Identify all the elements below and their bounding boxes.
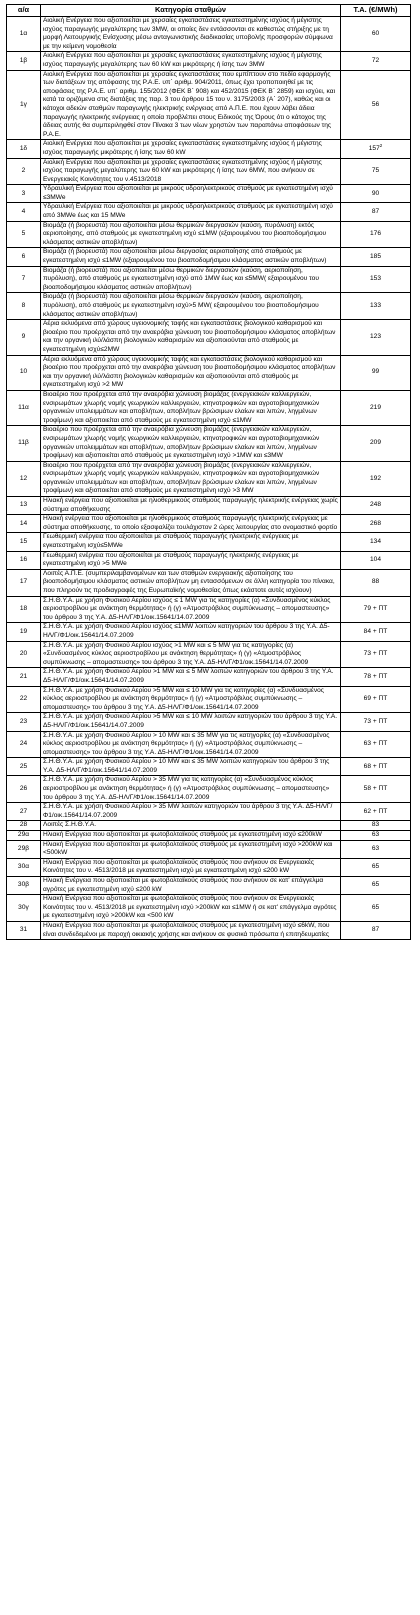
row-price: [341, 858, 411, 876]
row-price-value: 56: [371, 100, 380, 108]
table-row: [7, 686, 411, 713]
table-row: [7, 497, 411, 515]
row-category: Βιοαέριο που προέρχεται από την αναερόβια χώνευση βιομάζας (ενεργειακών καλλιεργειών, ενσιρωμάτων χλωρής νομής γεωργικών καλλιεργειών, κτηνοτροφικών και αγροτοβιομηχανικών οργανικών υπολειμμάτων και αποβλήτων, αποβλήτων βρώσιμων ελαίων και λιπών, ληγμένων τροφίμων) και αξιοποιείται από σταθμούς με εγκατεστημένη ισχύ >1MW και ≤3MW: [41, 426, 341, 461]
table-row: [7, 140, 411, 158]
table-row: [7, 426, 411, 461]
row-category: Σ.Η.Θ.Υ.Α. με χρήση Φυσικού Αερίου > 35 MW λοιπών κατηγοριών του άρθρου 3 της Υ.Α. Δ5-ΗΛ/Γ/Φ1/οικ.15641/14.07.2009: [41, 803, 341, 821]
row-price-value: 153: [369, 275, 381, 283]
row-number: 8: [7, 293, 41, 320]
row-price-value: 63: [371, 844, 380, 852]
row-price-value: 123: [369, 333, 381, 341]
row-category: Βιομάζα (ή βιορευστά) που αξιοποιείται μέσω θερμικών διεργασιών (καύση, αεριοποίηση, πυρόλυση), από σταθμούς με εγκατεστημένη ισχύ από 1MW έως και ≤5MW( εξαιρουμένου του βιοαποδομήσιμου κλάσματος αστικών αποβλήτων): [41, 266, 341, 293]
row-price: [341, 758, 411, 776]
table-row: [7, 776, 411, 803]
row-number: 2: [7, 158, 41, 185]
table-row: [7, 731, 411, 758]
row-price: [341, 776, 411, 803]
table-row: [7, 390, 411, 425]
row-price-value: 73 + ΠΤ: [363, 717, 388, 725]
row-price: [341, 533, 411, 551]
row-price: [341, 713, 411, 731]
row-category: Ηλιακή ενέργεια που αξιοποιείται με ηλιοθερμικούς σταθμούς παραγωγής ηλεκτρικής ενέργειας χωρίς σύστημα αποθήκευσης: [41, 497, 341, 515]
row-number: 1δ: [7, 140, 41, 158]
row-category: Σ.Η.Θ.Υ.Α. με χρήση Φυσικού Αερίου > 10 MW και ≤ 35 MW λοιπών κατηγοριών του άρθρου 3 της Υ.Α. Δ5-ΗΛ/Γ/Φ1/οικ.15641/14.07.2009: [41, 758, 341, 776]
row-price: [341, 831, 411, 841]
row-category: Βιομάζα (ή βιορευστά) που αξιοποιείται μέσω θερμικών διεργασιών (καύση, αεριοποίηση, πυρόλυση), από σταθμούς με εγκατεστημένη ισχύ>5 MW( εξαιρουμένου του βιοαποδομήσιμου κλάσματος αστικών αποβλήτων): [41, 293, 341, 320]
row-category: Γεωθερμική ενέργεια που αξιοποιείται με σταθμούς παραγωγής ηλεκτρικής ενέργειας με εγκατεστημένη ισχύ≤5MWe: [41, 533, 341, 551]
table-row: [7, 641, 411, 668]
table-row: [7, 921, 411, 939]
row-price: [341, 641, 411, 668]
row-price-value: 87: [371, 926, 380, 934]
row-number: 25: [7, 758, 41, 776]
row-price-value: 69 + ΠΤ: [363, 695, 388, 703]
header-aa: α/α: [7, 5, 41, 17]
table-row: [7, 623, 411, 641]
row-number: 16: [7, 551, 41, 569]
row-category: Βιοαέριο που προέρχεται από την αναερόβια χώνευση βιομάζας (ενεργειακών καλλιεργειών, ενσιρωμάτων χλωρής νομής γεωργικών καλλιεργειών, κτηνοτροφικών και αγροτοβιομηχανικών οργανικών υπολειμμάτων και αποβλήτων, αποβλήτων βρώσιμων ελαίων και λιπών, ληγμένων τροφίμων) και αξιοποιείται από σταθμούς με εγκατεστημένη ισχύ ≤1MW: [41, 390, 341, 425]
row-price-value: 72: [371, 56, 380, 64]
row-category: Αιολική Ενέργεια που αξιοποιείται με χερσαίες εγκαταστάσεις εγκατεστημένης ισχύος ή μέγιστης ισχύος παραγωγής μεγαλύτερης των 60 kW και μικρότερης ή ίσης των 3MW: [41, 52, 341, 70]
row-price: [341, 185, 411, 203]
row-number: 7: [7, 266, 41, 293]
row-price: [341, 686, 411, 713]
row-price-value: 209: [369, 439, 381, 447]
row-price: [341, 668, 411, 686]
table-row: [7, 840, 411, 858]
row-price-value: 62 + ΠΤ: [363, 807, 388, 815]
row-category: Αιολική Ενέργεια που αξιοποιείται με χερσαίες εγκαταστάσεις εγκατεστημένης ισχύος ή μέγιστης ισχύος παραγωγής μεγαλύτερης των 3MW, οι οποίες δεν εντάσσονται σε καθεστώς στήριξης με τη μορφή Λειτουργικής Ενίσχυσης μέσω ανταγωνιστικής διαδικασίας υποβολής προσφορών σύμφωνα με την κείμενη νομοθεσία: [41, 17, 341, 52]
row-price: [341, 221, 411, 248]
row-number: 1α: [7, 17, 41, 52]
row-price-value: 99: [371, 368, 380, 376]
row-number: 9: [7, 320, 41, 355]
row-number: 15: [7, 533, 41, 551]
row-price: [341, 921, 411, 939]
row-price-value: 268: [369, 519, 381, 527]
row-price: [341, 70, 411, 140]
row-price-value: 88: [371, 578, 380, 586]
row-price-value: 176: [369, 230, 381, 238]
row-category: Ηλιακή ενέργεια που αξιοποιείται με ηλιοθερμικούς σταθμούς παραγωγής ηλεκτρικής ενέργειας με σύστημα αποθήκευσης, το οποίο εξασφαλίζει τουλάχιστον 2 ώρες λειτουργίας στο ονομαστικό φορτίο: [41, 515, 341, 533]
row-number: 17: [7, 569, 41, 596]
row-price-value: 84 + ΠΤ: [363, 627, 388, 635]
row-price-value: 192: [369, 474, 381, 482]
table-row: [7, 158, 411, 185]
row-price-value: 83: [371, 821, 380, 829]
row-category: Ηλιακή Ενέργεια που αξιοποιείται με φωτοβολταϊκούς σταθμούς που ανήκουν σε Ενεργειακές Κοινότητες του ν. 4513/2018 με εγκατεστημένη ισχύ >200kW και ≤1MW ή σε κατ' επάγγελμα αγρότες με εγκατεστημένη ισχύ >200kW και <500 kW: [41, 895, 341, 922]
row-price-value: 58 + ΠΤ: [363, 785, 388, 793]
row-number: 6: [7, 248, 41, 266]
row-price-value: 78 + ΠΤ: [363, 672, 388, 680]
row-category: Υδραυλική Ενέργεια που αξιοποιείται με μικρούς υδροηλεκτρικούς σταθμούς με εγκατεστημένη ισχύ από 3MWe έως και 15 MWe: [41, 203, 341, 221]
row-price: [341, 266, 411, 293]
table-row: [7, 551, 411, 569]
row-number: 28: [7, 821, 41, 831]
header-price: T.A. (€/MWh): [341, 5, 411, 17]
row-price: [341, 497, 411, 515]
row-category: Ηλιακή Ενέργεια που αξιοποιείται με φωτοβολταϊκούς σταθμούς με εγκατεστημένη ισχύ >200kW και <500kW: [41, 840, 341, 858]
row-number: 18: [7, 596, 41, 623]
row-price-value: 63 + ΠΤ: [363, 740, 388, 748]
row-price-value: 248: [369, 501, 381, 509]
row-price: [341, 203, 411, 221]
row-price-value: 157: [368, 144, 380, 152]
table-row: [7, 70, 411, 140]
table-row: [7, 533, 411, 551]
row-price-value: 68 + ΠΤ: [363, 762, 388, 770]
row-price: [341, 623, 411, 641]
row-category: Ηλιακή Ενέργεια που αξιοποιείται με φωτοβολταϊκούς σταθμούς που ανήκουν σε Ενεργειακές Κοινότητες του ν. 4513/2018 με εγκατεστημένη ισχύ με εγκατεστημένη ισχύ ≤200 kW: [41, 858, 341, 876]
table-row: [7, 293, 411, 320]
row-price-value: 65: [371, 881, 380, 889]
row-number: 30α: [7, 858, 41, 876]
row-number: 29α: [7, 831, 41, 841]
row-price-value: 73 + ΠΤ: [363, 650, 388, 658]
row-price: [341, 596, 411, 623]
row-price-value: 90: [371, 189, 380, 197]
row-category: Λοιπές Σ.Η.Θ.Υ.Α.: [41, 821, 341, 831]
row-price: [341, 248, 411, 266]
table-row: [7, 266, 411, 293]
table-row: [7, 320, 411, 355]
row-price: [341, 731, 411, 758]
row-number: 26: [7, 776, 41, 803]
row-category: Βιοαέριο που προέρχεται από την αναερόβια χώνευση βιομάζας (ενεργειακών καλλιεργειών, ενσιρωμάτων χλωρής νομής γεωργικών καλλιεργειών, κτηνοτροφικών και αγροτοβιομηχανικών οργανικών υπολειμμάτων και αποβλήτων, αποβλήτων βρώσιμων ελαίων και λιπών, ληγμένων τροφίμων) και αξιοποιείται από σταθμούς με εγκατεστημένη ισχύ >3 MW: [41, 461, 341, 496]
row-price-value: 87: [371, 207, 380, 215]
row-price-value: 63: [371, 831, 380, 839]
row-number: 1γ: [7, 70, 41, 140]
table-row: [7, 52, 411, 70]
table-row: [7, 803, 411, 821]
row-price-value: 79 + ΠΤ: [363, 605, 388, 613]
row-number: 10: [7, 355, 41, 390]
table-row: [7, 355, 411, 390]
row-price-value: 104: [369, 555, 381, 563]
row-price: [341, 320, 411, 355]
row-number: 3: [7, 185, 41, 203]
table-header-row: [7, 5, 411, 17]
row-price: [341, 52, 411, 70]
row-price: [341, 803, 411, 821]
row-number: 21: [7, 668, 41, 686]
table-row: [7, 758, 411, 776]
row-category: Σ.Η.Θ.Υ.Α. με χρήση Φυσικού Αερίου >1 MW και ≤ 5 MW λοιπών κατηγοριών του άρθρου 3 της Υ.Α. Δ5-ΗΛ/Γ/Φ1/οικ.15641/14.07.2009: [41, 668, 341, 686]
row-price-value: 219: [369, 403, 381, 411]
row-price: [341, 515, 411, 533]
row-price: [341, 158, 411, 185]
row-category: Αέρια εκλυόμενα από χώρους υγειονομικής ταφής και εγκαταστάσεις βιολογικού καθαρισμού και βιοαέριο που προέρχεται από την αναερόβια χώνευση του βιοαποδομήσιμου κλάσματος αποβλήτων και την οργανική ιλύ/λάσπη βιολογικών καθαρισμών και αξιοποιούνται από σταθμούς με εγκατεστημένη ισχύ >2 MW: [41, 355, 341, 390]
table-row: [7, 668, 411, 686]
table-row: [7, 17, 411, 52]
row-price: [341, 140, 411, 158]
row-number: 30β: [7, 877, 41, 895]
row-category: Αιολική Ενέργεια που αξιοποιείται με χερσαίες εγκαταστάσεις εγκατεστημένης ισχύος ή μέγιστης ισχύος παραγωγής μικρότερης ή ίσης των 60 kW: [41, 140, 341, 158]
row-number: 19: [7, 623, 41, 641]
table-row: [7, 713, 411, 731]
row-price: [341, 293, 411, 320]
row-price: [341, 569, 411, 596]
row-category: Λοιπές Α.Π.Ε. (συμπεριλαμβανομένων και των σταθμών ενεργειακής αξιοποίησης του βιοαποδομήσιμου κλάσματος αστικών αποβλήτων μη εντασσόμενων σε άλλη κατηγορία του πίνακα, που πληρούν τις προδιαγραφές της Ευρωπαϊκής νομοθεσίας όπως εκάστοτε αυτές ισχύουν): [41, 569, 341, 596]
row-price-value: 65: [371, 903, 380, 911]
row-price-value: 133: [369, 302, 381, 309]
row-number: 31: [7, 921, 41, 939]
row-category: Αέρια εκλυόμενα από χώρους υγειονομικής ταφής και εγκαταστάσεις βιολογικού καθαρισμού και βιοαέριο που προέρχεται από την αναερόβια χώνευση του βιοαποδομήσιμου κλάσματος αποβλήτων και την οργανική ιλύ/λάσπη βιολογικών καθαρισμών και αξιοποιούνται από σταθμούς με εγκατεστημένη ισχύ≤2MW: [41, 320, 341, 355]
table-row: [7, 461, 411, 496]
row-number: 29β: [7, 840, 41, 858]
row-price: [341, 461, 411, 496]
row-category: Ηλιακή Ενέργεια που αξιοποιείται με φωτοβολταϊκούς σταθμούς με εγκατεστημένη ισχύ ≤6kW, που είναι συνδεδεμένοι με παροχή οικιακής χρήσης και ανήκουν σε φυσικά πρόσωπα ή επιτηδευματίες: [41, 921, 341, 939]
row-number: 12: [7, 461, 41, 496]
table-row: [7, 248, 411, 266]
row-price-value: 75: [371, 167, 380, 175]
row-category: Σ.Η.Θ.Υ.Α. με χρήση Φυσικού Αερίου ισχύος >1 MW και ≤ 5 MW για τις κατηγορίες (α) «Συνδυασμένος κύκλος αεριοστροβίλου με ανάκτηση θερμότητας» ή (γ) «Ατμοστρόβιλος συμπύκνωσης – απομαστευσης» του άρθρου 3 της Υ.Α. Δ5-ΗΛ/Γ/Φ1/οικ.15641/14.07.2009: [41, 641, 341, 668]
row-price: [341, 426, 411, 461]
row-category: Σ.Η.Θ.Υ.Α. με χρήση Φυσικού Αερίου >5 MW και ≤ 10 MW λοιπών κατηγοριών του άρθρου 3 της Υ.Α. Δ5-ΗΛ/Γ/Φ1/οικ.15641/14.07.2009: [41, 713, 341, 731]
row-number: 11β: [7, 426, 41, 461]
row-price: [341, 895, 411, 922]
table-row: [7, 821, 411, 831]
table-row: [7, 596, 411, 623]
row-price-value: 134: [369, 537, 381, 545]
row-number: 4: [7, 203, 41, 221]
row-price-value: 185: [369, 252, 381, 260]
table-row: [7, 831, 411, 841]
row-category: Σ.Η.Θ.Υ.Α. με χρήση Φυσικού Αερίου > 35 MW για τις κατηγορίες (α) «Συνδυασμένος κύκλος αεριοστροβίλου με ανάκτηση θερμότητας» ή (γ) «Ατμοστρόβιλος συμπύκνωσης – απομαστευσης» του άρθρου 3 της Υ.Α. Δ5-ΗΛ/Γ/Φ1/οικ.15641/14.07.2009: [41, 776, 341, 803]
row-price-value: 65: [371, 863, 380, 871]
row-number: 5: [7, 221, 41, 248]
row-category: Σ.Η.Θ.Υ.Α. με χρήση Φυσικού Αερίου > 10 MW και ≤ 35 MW για τις κατηγορίες (α) «Συνδυασμένος κύκλος αεριοστροβίλου με ανάκτηση θερμότητας» ή (γ) «Ατμοστρόβιλος συμπύκνωσης – απομαστευσης» του άρθρου 3 της Υ.Α. Δ5-ΗΛ/Γ/Φ1/οικ.15641/14.07.2009: [41, 731, 341, 758]
row-number: 30γ: [7, 895, 41, 922]
row-category: Αιολική Ενέργεια που αξιοποιείται με χερσαίες εγκαταστάσεις εγκατεστημένης ισχύος ή μέγιστης ισχύος παραγωγής μεγαλύτερης των 60 kW και μικρότερης ή ίσης των 6MW, που ανήκουν σε Ενεργειακές Κοινότητες του ν.4513/2018: [41, 158, 341, 185]
row-price: [341, 840, 411, 858]
table-row: [7, 203, 411, 221]
row-number: 11α: [7, 390, 41, 425]
row-category: Σ.Η.Θ.Υ.Α. με χρήση Φυσικού Αερίου >5 MW και ≤ 10 MW για τις κατηγορίες (α) «Συνδυασμένος κύκλος αεριοστροβίλου με ανάκτηση θερμότητας» ή (γ) «Ατμοστρόβιλος συμπύκνωσης – απομαστευσης» του άρθρου 3 της Υ.Α. Δ5-ΗΛ/Γ/Φ1/οικ.15641/14.07.2009: [41, 686, 341, 713]
row-category: Ηλιακή Ενέργεια που αξιοποιείται με φωτοβολταϊκούς σταθμούς που ανήκουν σε κατ' επάγγελμα αγρότες με εγκατεστημένη ισχύ ≤200 kW: [41, 877, 341, 895]
row-number: 27: [7, 803, 41, 821]
row-category: Σ.Η.Θ.Υ.Α. με χρήση Φυσικού Αερίου ισχύος ≤1MW λοιπών κατηγοριών του άρθρου 3 της Υ.Α. Δ5-ΗΛ/Γ/Φ1/οικ.15641/14.07.2009: [41, 623, 341, 641]
row-number: 24: [7, 731, 41, 758]
row-number: 23: [7, 713, 41, 731]
footnote-marker: 2: [379, 142, 383, 148]
row-category: Βιομάζα (ή βιορευστά) που αξιοποιείται μέσω διεργασίας αεριοποίησης από σταθμούς με εγκατεστημένη ισχύ ≤1MW (εξαιρουμένου του βιοαποδομήσιμου κλάσματος αστικών αποβλήτων): [41, 248, 341, 266]
row-price: [341, 355, 411, 390]
row-number: 13: [7, 497, 41, 515]
table-row: [7, 185, 411, 203]
header-category: Κατηγορία σταθμών: [41, 5, 341, 17]
row-price: [341, 877, 411, 895]
row-price: [341, 390, 411, 425]
table-row: [7, 877, 411, 895]
row-price-value: 60: [371, 29, 380, 37]
table-row: [7, 515, 411, 533]
table-row: [7, 221, 411, 248]
table-row: [7, 895, 411, 922]
row-number: 14: [7, 515, 41, 533]
row-category: Βιομάζα (ή βιορευστά) που αξιοποιείται μέσω θερμικών διεργασιών (καύση, πυρόλυση) εκτός αεριοποίησης, από σταθμούς με εγκατεστημένη ισχύ ≤1MW (εξαιρουμένου του βιοαποδομήσιμου κλάσματος αστικών αποβλήτων): [41, 221, 341, 248]
row-category: Αιολική Ενέργεια που αξιοποιείται με χερσαίες εγκαταστάσεις που εμπίπτουν στο πεδίο εφαρμογής των διατάξεων της απόφασης της Ρ.Α.Ε. υπ΄ αριθμ. 904/2011, όπως έχει τροποποιηθεί με τις αποφάσεις της Ρ.Α.Ε. υπ΄ αριθμ. 155/2012 (ΦΕΚ Β΄ 908) και 452/2015 (ΦΕΚ Β΄ 2859) και ισχύει, και κατά τα οριζόμενα στις διατάξεις της παρ. 3 του άρθρου 15 του ν. 3175/2003 (Α΄ 207), καθώς και οι κάτοχοι αδειών σταθμών παραγωγής ηλεκτρικής ενέργειας από Α.Π.Ε. που έχουν λάβει άδεια παραγωγής ηλεκτρικής ενέργειας η οποία προβλέπει στους Ειδικούς της Όρους ότι ο κάτοχος της άδειας αυτής θα συμπεριληφθεί στον Πίνακα 3 των νέων χρηστών των παραπάνω αποφάσεων της Ρ.Α.Ε.: [41, 70, 341, 140]
row-price: [341, 551, 411, 569]
row-price: [341, 17, 411, 52]
row-category: Σ.Η.Θ.Υ.Α. με χρήση Φυσικού Αερίου ισχύος ≤ 1 MW για τις κατηγορίες (α) «Συνδυασμένος κύκλος αεριοστροβίλου με ανάκτηση θερμότητας» ή (γ) «Ατμοστρόβιλος συμπύκνωσης – απομαστευσης» του άρθρου 3 της Υ.Α. Δ5-ΗΛ/Γ/Φ1/οικ.15641/14.07.2009: [41, 596, 341, 623]
row-number: 20: [7, 641, 41, 668]
table-row: [7, 858, 411, 876]
table-row: [7, 569, 411, 596]
row-category: Ηλιακή Ενέργεια που αξιοποιείται με φωτοβολταϊκούς σταθμούς με εγκατεστημένη ισχύ ≤200kW: [41, 831, 341, 841]
row-category: Γεωθερμική ενέργεια που αξιοποιείται με σταθμούς παραγωγής ηλεκτρικής ενέργειας με εγκατεστημένη ισχύ >5 MWe: [41, 551, 341, 569]
row-price: [341, 821, 411, 831]
row-category: Υδραυλική Ενέργεια που αξιοποιείται με μικρούς υδροηλεκτρικούς σταθμούς με εγκατεστημένη ισχύ ≤3MWe: [41, 185, 341, 203]
tariff-table: [6, 4, 411, 940]
row-number: 22: [7, 686, 41, 713]
row-number: 1β: [7, 52, 41, 70]
